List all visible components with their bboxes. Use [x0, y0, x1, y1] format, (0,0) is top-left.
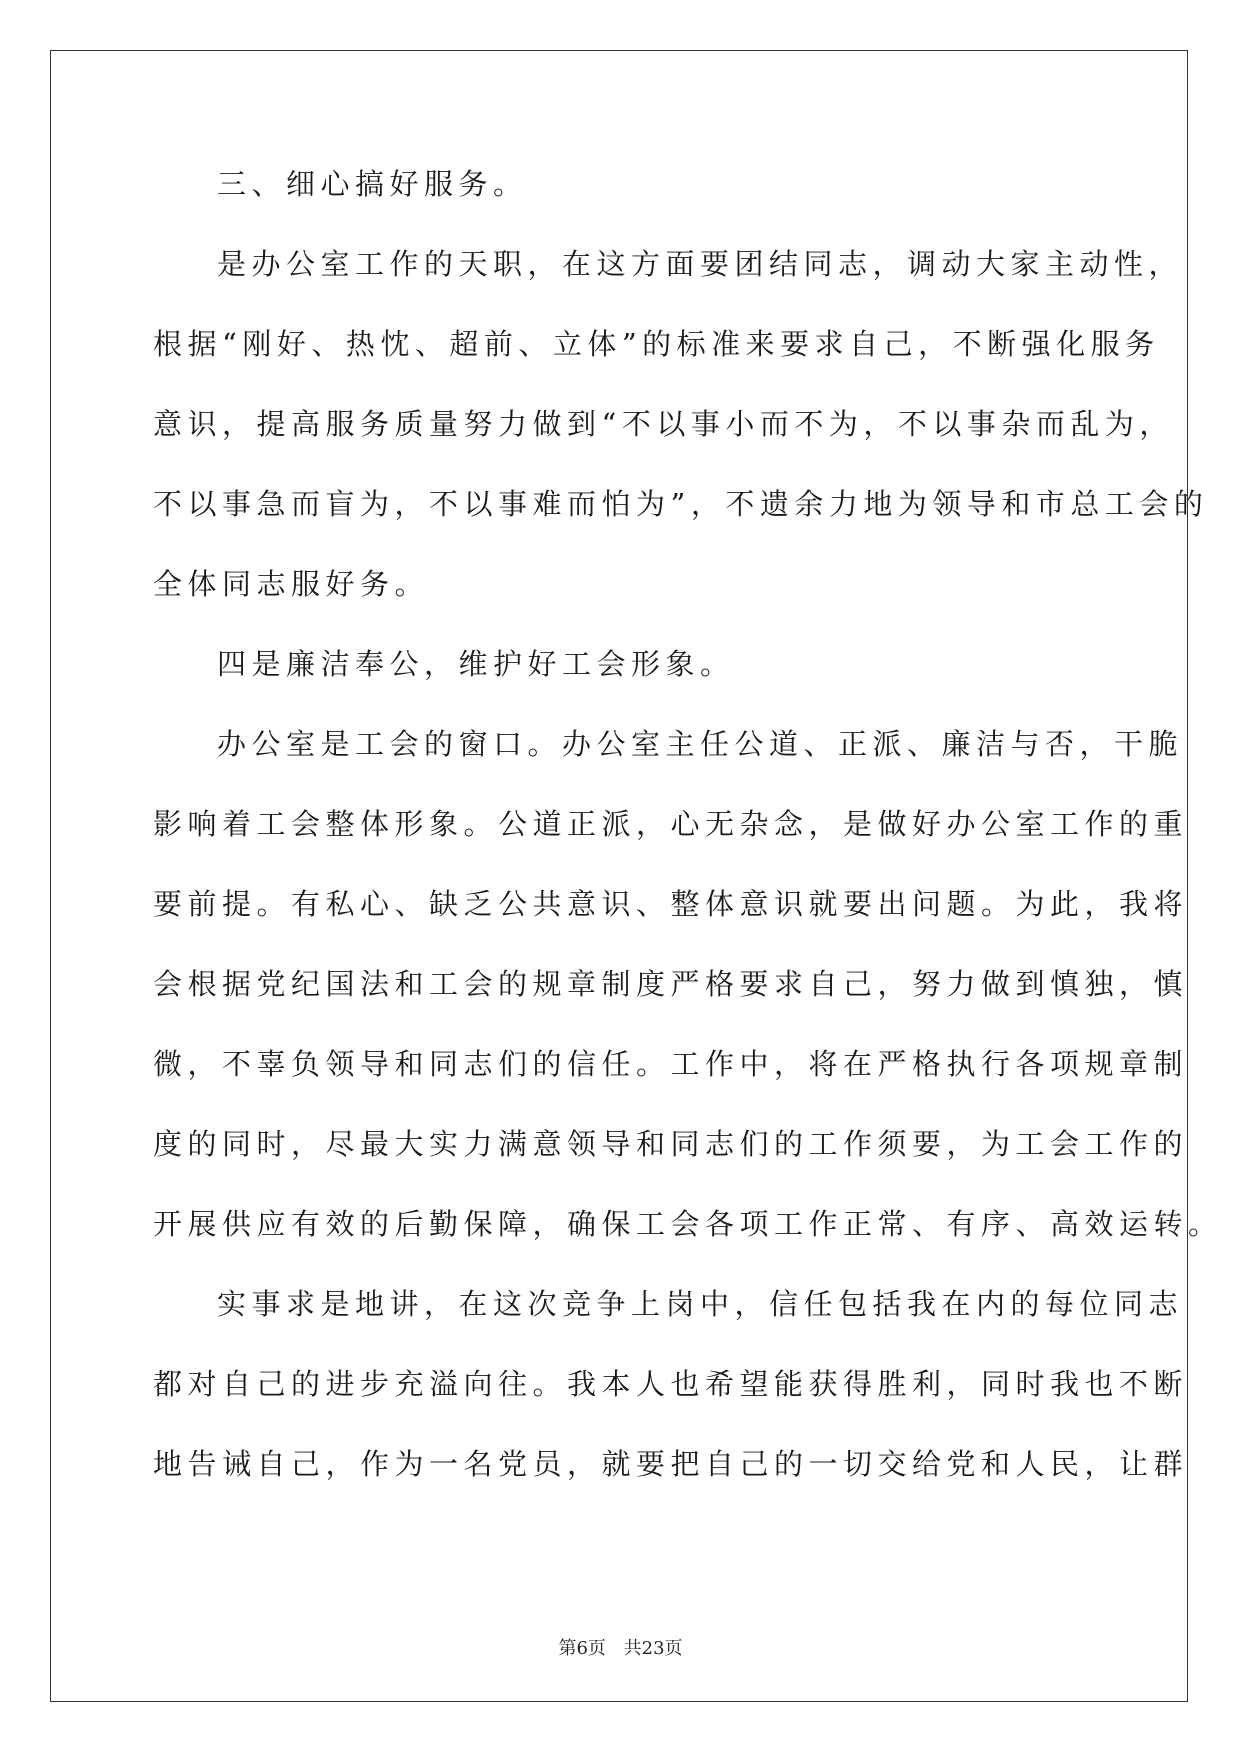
paragraph-line: 实事求是地讲，在这次竞争上岗中，信任包括我在内的每位同志 [217, 1287, 1184, 1321]
paragraph-line: 意识，提高服务质量努力做到“不以事小而不为，不以事杂而乱为， [153, 407, 1174, 441]
document-body [153, 164, 1223, 1524]
paragraph-line: 会根据党纪国法和工会的规章制度严格要求自己，努力做到慎独，慎 [153, 967, 1189, 1001]
total-pages: 共23页 [623, 1638, 683, 1659]
paragraph-line: 影响着工会整体形象。公道正派，心无杂念，是做好办公室工作的重 [153, 807, 1189, 841]
paragraph-line: 是办公室工作的天职，在这方面要团结同志，调动大家主动性， [217, 247, 1184, 281]
paragraph-line: 办公室是工会的窗口。办公室主任公道、正派、廉洁与否，干脆 [217, 727, 1184, 761]
paragraph-line: 根据“刚好、热忱、超前、立体”的标准来要求自己，不断强化服务 [153, 327, 1160, 361]
section-heading-4: 四是廉洁奉公，维护好工会形象。 [217, 647, 735, 681]
paragraph-line: 度的同时，尽最大实力满意领导和同志们的工作须要，为工会工作的 [153, 1127, 1189, 1161]
paragraph-line: 微，不辜负领导和同志们的信任。工作中，将在严格执行各项规章制 [153, 1047, 1189, 1081]
section-heading-3: 三、细心搞好服务。 [217, 167, 528, 201]
paragraph-line: 开展供应有效的后勤保障，确保工会各项工作正常、有序、高效运转。 [153, 1207, 1223, 1241]
paragraph-line: 都对自己的进步充溢向往。我本人也希望能获得胜利，同时我也不断 [153, 1367, 1189, 1401]
page-footer [0, 1634, 1241, 1660]
paragraph-line: 地告诫自己，作为一名党员，就要把自己的一切交给党和人民，让群 [153, 1447, 1189, 1481]
paragraph-line: 不以事急而盲为，不以事难而怕为”，不遗余力地为领导和市总工会的 [153, 487, 1209, 521]
paragraph-line: 全体同志服好务。 [153, 567, 430, 601]
paragraph-line: 要前提。有私心、缺乏公共意识、整体意识就要出问题。为此，我将 [153, 887, 1189, 921]
page-number: 第6页 [558, 1638, 606, 1659]
